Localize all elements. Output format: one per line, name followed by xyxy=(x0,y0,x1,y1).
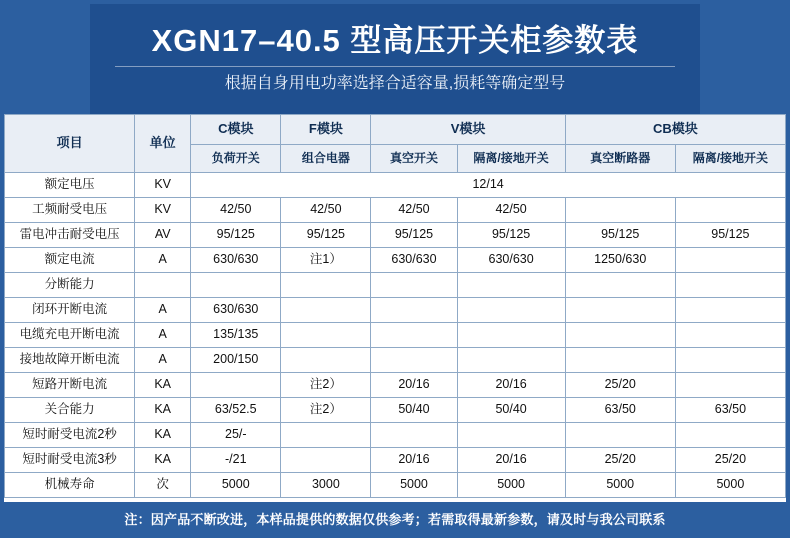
cell-v2 xyxy=(457,348,565,373)
table-row xyxy=(5,223,786,248)
row-unit: KV xyxy=(135,198,191,223)
cell-f xyxy=(281,273,371,298)
row-unit: KA xyxy=(135,423,191,448)
cell-cb2 xyxy=(675,248,785,273)
spec-table-wrapper xyxy=(4,114,786,498)
cell-cb2: 5000 xyxy=(675,473,785,498)
spec-table-body xyxy=(5,173,786,498)
cell-cb1: 5000 xyxy=(565,473,675,498)
cell-cb2: 25/20 xyxy=(675,448,785,473)
cell-f xyxy=(281,448,371,473)
cell-v2 xyxy=(457,273,565,298)
cell-f: 注2） xyxy=(281,398,371,423)
cell-v1: 20/16 xyxy=(371,448,457,473)
table-row xyxy=(5,198,786,223)
row-label: 雷电冲击耐受电压 xyxy=(5,223,135,248)
cell-v1 xyxy=(371,423,457,448)
cell-f xyxy=(281,348,371,373)
table-row xyxy=(5,373,786,398)
cell-cb1 xyxy=(565,348,675,373)
row-label: 闭环开断电流 xyxy=(5,298,135,323)
row-unit: KA xyxy=(135,398,191,423)
row-unit: A xyxy=(135,298,191,323)
cell-v1: 630/630 xyxy=(371,248,457,273)
cell-cb2 xyxy=(675,298,785,323)
header-right-accent xyxy=(700,4,786,114)
col-header-c-module: C模块 xyxy=(191,115,281,145)
header-row-groups xyxy=(5,115,786,145)
table-row xyxy=(5,398,786,423)
cell-f xyxy=(281,423,371,448)
cell-cb1: 63/50 xyxy=(565,398,675,423)
page-subtitle: 根据自身用电功率选择合适容量,损耗等确定型号 xyxy=(224,75,566,93)
col-header-item: 项目 xyxy=(5,115,135,173)
row-unit: 次 xyxy=(135,473,191,498)
cell-c: 200/150 xyxy=(191,348,281,373)
cell-cb1: 95/125 xyxy=(565,223,675,248)
cell-cb2: 63/50 xyxy=(675,398,785,423)
cell-f: 注1） xyxy=(281,248,371,273)
cell-f xyxy=(281,323,371,348)
row-unit: KV xyxy=(135,173,191,198)
cell-c: 95/125 xyxy=(191,223,281,248)
cell-f: 3000 xyxy=(281,473,371,498)
cell-v1: 42/50 xyxy=(371,198,457,223)
cell-cb2 xyxy=(675,423,785,448)
cell-f: 注2） xyxy=(281,373,371,398)
page-title: XGN17–40.5 型高压开关柜参数表 xyxy=(151,22,639,58)
page-header xyxy=(4,4,786,114)
cell-c: 135/135 xyxy=(191,323,281,348)
spec-table xyxy=(4,114,786,498)
col-subheader-combined-apparatus: 组合电器 xyxy=(281,145,371,173)
cell-c: 25/- xyxy=(191,423,281,448)
cell-v2 xyxy=(457,323,565,348)
row-unit: A xyxy=(135,348,191,373)
col-subheader-load-switch: 负荷开关 xyxy=(191,145,281,173)
col-subheader-vacuum-switch: 真空开关 xyxy=(371,145,457,173)
table-row xyxy=(5,348,786,373)
cell-v1 xyxy=(371,323,457,348)
table-row xyxy=(5,448,786,473)
cell-v2 xyxy=(457,298,565,323)
row-label: 短路开断电流 xyxy=(5,373,135,398)
cell-cb1 xyxy=(565,198,675,223)
row-unit: A xyxy=(135,323,191,348)
cell-cb2 xyxy=(675,348,785,373)
cell-c: 630/630 xyxy=(191,248,281,273)
cell-v1: 20/16 xyxy=(371,373,457,398)
row-label: 短时耐受电流3秒 xyxy=(5,448,135,473)
row-label: 机械寿命 xyxy=(5,473,135,498)
row-label: 工频耐受电压 xyxy=(5,198,135,223)
table-row xyxy=(5,248,786,273)
cell-c: 630/630 xyxy=(191,298,281,323)
table-row xyxy=(5,298,786,323)
cell-v2: 42/50 xyxy=(457,198,565,223)
cell-cb1 xyxy=(565,323,675,348)
cell-c: 5000 xyxy=(191,473,281,498)
cell-cb2 xyxy=(675,323,785,348)
col-header-v-module: V模块 xyxy=(371,115,565,145)
spec-table-head xyxy=(5,115,786,173)
row-label: 额定电压 xyxy=(5,173,135,198)
cell-cb1: 25/20 xyxy=(565,373,675,398)
col-header-cb-module: CB模块 xyxy=(565,115,785,145)
cell-v1 xyxy=(371,273,457,298)
col-subheader-isolation-earthing-switch-cb: 隔离/接地开关 xyxy=(675,145,785,173)
cell-cb1: 1250/630 xyxy=(565,248,675,273)
col-subheader-isolation-earthing-switch-v: 隔离/接地开关 xyxy=(457,145,565,173)
cell-f: 95/125 xyxy=(281,223,371,248)
cell-c: -/21 xyxy=(191,448,281,473)
cell-v2: 95/125 xyxy=(457,223,565,248)
cell-v1: 50/40 xyxy=(371,398,457,423)
footer-note: 注：因产品不断改进，本样品提供的数据仅供参考；若需取得最新参数，请及时与我公司联系 xyxy=(4,502,786,534)
table-row xyxy=(5,173,786,198)
cell-cb2 xyxy=(675,273,785,298)
cell-v2: 5000 xyxy=(457,473,565,498)
cell-c xyxy=(191,273,281,298)
cell-c xyxy=(191,373,281,398)
row-unit: KA xyxy=(135,373,191,398)
cell-f: 42/50 xyxy=(281,198,371,223)
row-label: 接地故障开断电流 xyxy=(5,348,135,373)
cell-cb2 xyxy=(675,373,785,398)
cell-cb1 xyxy=(565,423,675,448)
table-row xyxy=(5,473,786,498)
cell-v2 xyxy=(457,423,565,448)
row-label: 电缆充电开断电流 xyxy=(5,323,135,348)
row-label: 分断能力 xyxy=(5,273,135,298)
row-unit: A xyxy=(135,248,191,273)
cell-f xyxy=(281,298,371,323)
cell-c: 63/52.5 xyxy=(191,398,281,423)
row-label: 额定电流 xyxy=(5,248,135,273)
cell-cb1 xyxy=(565,273,675,298)
table-row xyxy=(5,323,786,348)
cell-v2: 20/16 xyxy=(457,373,565,398)
col-subheader-vacuum-breaker: 真空断路器 xyxy=(565,145,675,173)
col-header-f-module: F模块 xyxy=(281,115,371,145)
row-label: 短时耐受电流2秒 xyxy=(5,423,135,448)
header-content xyxy=(90,4,700,114)
col-header-unit: 单位 xyxy=(135,115,191,173)
cell-v1: 95/125 xyxy=(371,223,457,248)
cell-v1: 5000 xyxy=(371,473,457,498)
cell-cb1: 25/20 xyxy=(565,448,675,473)
cell-cb2: 95/125 xyxy=(675,223,785,248)
cell-c: 42/50 xyxy=(191,198,281,223)
table-row xyxy=(5,423,786,448)
cell-v1 xyxy=(371,298,457,323)
row-value-merged: 12/14 xyxy=(191,173,786,198)
header-divider xyxy=(115,66,675,67)
header-left-accent xyxy=(4,4,90,114)
row-unit: KA xyxy=(135,448,191,473)
cell-v2: 630/630 xyxy=(457,248,565,273)
cell-v1 xyxy=(371,348,457,373)
row-unit: AV xyxy=(135,223,191,248)
row-label: 关合能力 xyxy=(5,398,135,423)
row-unit xyxy=(135,273,191,298)
cell-cb2 xyxy=(675,198,785,223)
cell-v2: 50/40 xyxy=(457,398,565,423)
table-row xyxy=(5,273,786,298)
cell-v2: 20/16 xyxy=(457,448,565,473)
cell-cb1 xyxy=(565,298,675,323)
